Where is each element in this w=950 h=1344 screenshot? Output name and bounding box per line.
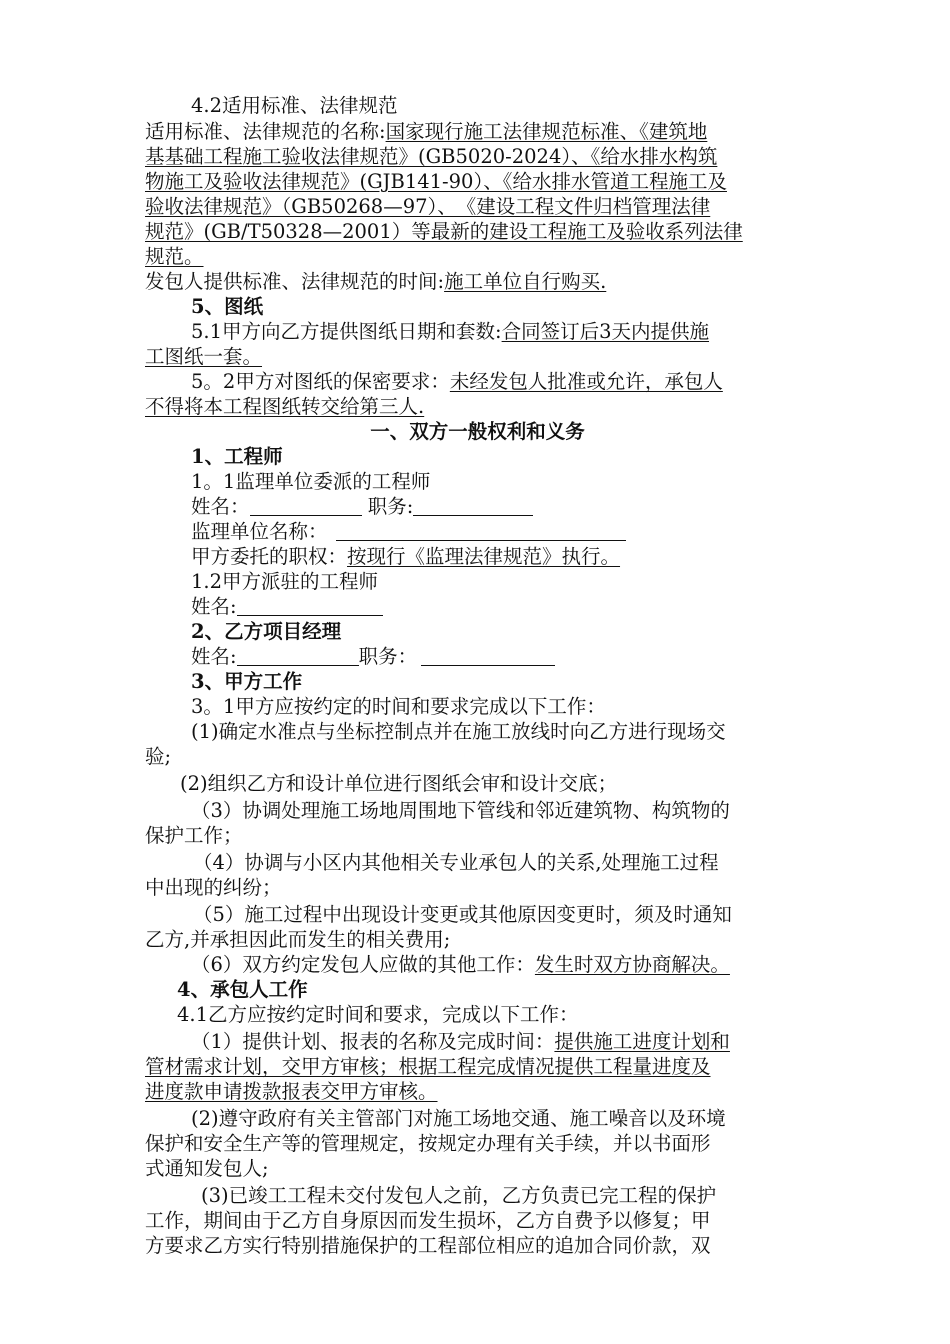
section-4-2-heading: 4.2适用标准、法律规范 — [191, 94, 398, 117]
owner-item-1-line-1: (1)确定水准点与坐标控制点并在施工放线时向乙方进行现场交 — [191, 720, 726, 743]
resident-engineer-name-label: 姓名: — [191, 595, 237, 618]
owner-item-1-line-2: 验; — [145, 745, 172, 768]
manager-name-blank — [237, 645, 359, 666]
owner-item-2: (2)组织乙方和设计单位进行图纸会审和设计交底； — [180, 772, 618, 795]
owner-work-3-1: 3。1甲方应按约定的时间和要求完成以下工作： — [191, 695, 606, 718]
contractor-item-1-value-3: 进度款申请拨款报表交甲方审核。 — [145, 1080, 438, 1103]
standards-name-value-1: 国家现行施工法律规范标准、《建筑地 — [385, 120, 708, 143]
contractor-item-2-line-1: (2)遵守政府有关主管部门对施工场地交通、施工噪音以及环境 — [191, 1107, 726, 1130]
owner-item-4-line-2: 中出现的纠纷； — [145, 876, 282, 899]
contractor-item-3-line-3: 方要求乙方实行特别措施保护的工程部位相应的追加合同价款，双 — [145, 1234, 711, 1257]
drawings-5-1-label: 5.1甲方向乙方提供图纸日期和套数: — [191, 320, 502, 343]
owner-item-3-line-1: （3）协调处理施工场地周围地下管线和邻近建筑物、构筑物的 — [191, 799, 730, 822]
contractor-item-1-value-1: 提供施工进度计划和 — [554, 1030, 730, 1053]
authority-value: 按现行《监理法律规范》执行。 — [347, 545, 621, 568]
section-1-heading: 1、工程师 — [191, 445, 283, 468]
engineer-name-duty-line — [191, 494, 533, 519]
supervision-unit-label: 监理单位名称： — [191, 520, 328, 543]
drawings-5-1-value-2: 工图纸一套。 — [145, 345, 263, 368]
standards-name-value-3: 物施工及验收法律规范》(GJB141-90）、《给水排水管道工程施工及 — [145, 170, 727, 193]
owner-item-3-line-2: 保护工作； — [145, 824, 243, 847]
contractor-item-3-line-2: 工作，期间由于乙方自身原因而发生损坏，乙方自费予以修复；甲 — [145, 1209, 711, 1232]
owner-item-6-line — [191, 952, 730, 977]
section-5-heading: 5、图纸 — [191, 295, 264, 318]
engineer-1-2-heading: 1.2甲方派驻的工程师 — [191, 570, 379, 593]
standards-name-value-6: 规范。 — [145, 245, 204, 268]
section-2-heading: 2、乙方项目经理 — [191, 620, 342, 643]
chapter-title: 一、双方一般权利和义务 — [370, 420, 585, 443]
standards-time-value: 施工单位自行购买. — [444, 270, 607, 293]
contractor-item-1-line-1 — [191, 1029, 730, 1054]
standards-time-label: 发包人提供标准、法律规范的时间: — [145, 270, 445, 293]
standards-name-label: 适用标准、法律规范的名称: — [145, 120, 386, 143]
contractor-item-1-value-2: 管材需求计划，交甲方审核；根据工程完成情况提供工程量进度及 — [145, 1055, 711, 1078]
section-3-heading: 3、甲方工作 — [191, 670, 303, 693]
authority-line — [191, 544, 620, 569]
standards-name-value-4: 验收法律规范》（GB50268—97）、 《建设工程文件归档管理法律 — [145, 195, 711, 218]
drawings-5-2-label: 5。2甲方对图纸的保密要求： — [191, 370, 450, 393]
engineer-duty-label: 职务: — [367, 495, 414, 518]
owner-item-6-value: 发生时双方协商解决。 — [534, 953, 730, 976]
manager-duty-blank — [421, 645, 555, 666]
owner-item-6-label: （6）双方约定发包人应做的其他工作： — [191, 953, 535, 976]
standards-time-line — [145, 269, 606, 294]
manager-duty-label: 职务： — [358, 645, 418, 668]
section-4-heading: 4、承包人工作 — [177, 978, 308, 1001]
standards-name-line-1 — [145, 119, 707, 144]
engineer-name-blank — [250, 495, 362, 516]
contractor-item-2-line-2: 保护和安全生产等的管理规定，按规定办理有关手续，并以书面形 — [145, 1132, 711, 1155]
engineer-name-label: 姓名： — [191, 495, 250, 518]
contractor-item-2-line-3: 式通知发包人; — [145, 1157, 269, 1180]
owner-item-5-line-1: （5）施工过程中出现设计变更或其他原因变更时，须及时通知 — [193, 903, 732, 926]
standards-name-value-5: 规范》(GB/T50328—2001）等最新的建设工程施工及验收系列法律 — [145, 220, 743, 243]
resident-engineer-name-line — [191, 594, 383, 619]
contractor-item-1-label: （1）提供计划、报表的名称及完成时间： — [191, 1030, 555, 1053]
drawings-5-1-value-1: 合同签订后3天内提供施 — [501, 320, 710, 343]
contractor-work-4-1: 4.1乙方应按约定时间和要求，完成以下工作： — [177, 1003, 579, 1026]
engineer-1-1-heading: 1。1监理单位委派的工程师 — [191, 470, 431, 493]
contractor-item-3-line-1: (3)已竣工工程未交付发包人之前，乙方负责已完工程的保护 — [201, 1184, 717, 1207]
manager-name-label: 姓名: — [191, 645, 237, 668]
drawings-5-2-value-2: 不得将本工程图纸转交给第三人. — [145, 395, 425, 418]
standards-name-value-2: 基基础工程施工验收法律规范》(GB5020-2024）、《给水排水构筑 — [145, 145, 718, 168]
supervision-unit-line — [191, 519, 626, 544]
resident-engineer-name-blank — [237, 595, 383, 616]
manager-name-duty-line — [191, 644, 555, 669]
drawings-5-1-line-1 — [191, 319, 709, 344]
authority-label: 甲方委托的职权： — [191, 545, 348, 568]
drawings-5-2-value-1: 未经发包人批准或允许，承包人 — [449, 370, 723, 393]
owner-item-4-line-1: （4）协调与小区内其他相关专业承包人的关系,处理施工过程 — [193, 851, 719, 874]
owner-item-5-line-2: 乙方,并承担因此而发生的相关费用; — [145, 928, 451, 951]
drawings-5-2-line-1 — [191, 369, 723, 394]
supervision-unit-blank — [336, 520, 626, 541]
engineer-duty-blank — [413, 495, 533, 516]
